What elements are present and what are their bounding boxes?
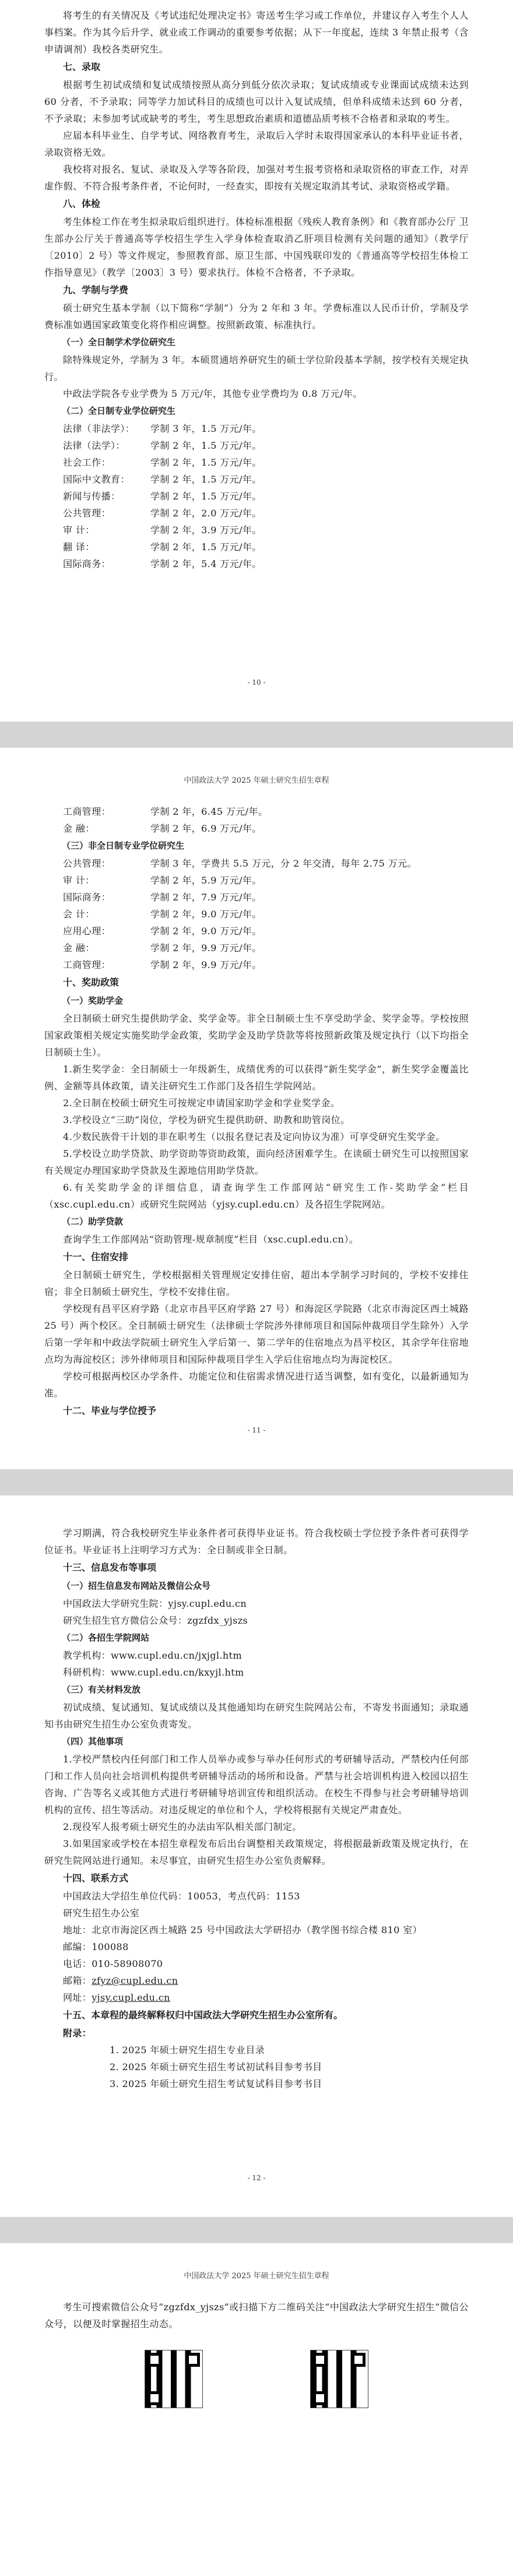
body-paragraph: 查询学生工作部网站“资助管理-规章制度”栏目（xsc.cupl.edu.cn）。	[63, 1234, 359, 1245]
fee-item-program: 审 计：	[63, 875, 95, 886]
page-1	[0, 0, 513, 722]
body-paragraph: 6.有关奖助学金的详细信息，请查询学生工作部网站“研究生工作-奖助学金”栏目（xsc.cupl.edu.cn）或研究生院网站（yjsy.cupl.edu.cn）及各招生学院网站。	[44, 1182, 469, 1210]
fee-item	[44, 539, 469, 555]
fee-item-value: 学制 2 年，5.4 万元/年。	[150, 558, 262, 569]
attachment-item: 2. 2025 年硕士研究生招生考试初试科目参考书目	[110, 2061, 322, 2072]
fee-item-value: 学制 2 年，1.5 万元/年。	[150, 440, 262, 451]
subsection-heading: （二）全日制专业学位研究生	[62, 406, 176, 416]
page-number: - 11 -	[247, 1426, 266, 1434]
fee-item-program: 工商管理：	[63, 806, 111, 817]
qr-code-row	[44, 2350, 469, 2408]
fee-item	[44, 505, 469, 522]
fee-item-value: 学制 2 年，1.5 万元/年。	[150, 457, 262, 468]
fee-item-value: 学制 2 年，5.9 万元/年。	[150, 875, 262, 886]
contact-email: 邮箱：zfyz@cupl.edu.cn	[63, 1975, 178, 1986]
body-paragraph: 2.全日制在校硕士研究生可按规定申请国家助学金和学业奖学金。	[63, 1097, 340, 1108]
page-3	[0, 1495, 513, 2217]
fee-item	[44, 420, 469, 437]
body-paragraph: 学习期满，符合我校研究生毕业条件者可获得毕业证书。符合我校硕士学位授予条件者可获得学位证书。毕业证书上注明学习方式为：全日制或非全日制。	[44, 1528, 469, 1556]
body-paragraph: 中政法学院各专业学费为 5 万元/年，其他专业学费均为 0.8 万元/年。	[63, 388, 363, 399]
section-heading: 九、学制与学费	[63, 284, 129, 295]
body-paragraph: 除特殊规定外，学制为 3 年。本硕贯通培养研究生的硕士学位阶段基本学制，按学校有关规定执行。	[44, 354, 469, 382]
body-paragraph: 3.学校设立“三助”岗位，学校为研究生提供助研、助教和助管岗位。	[63, 1114, 350, 1125]
body-paragraph: 将考生的有关情况及《考试违纪处理决定书》寄送考生学习或工作单位，并建议存入考生个人人事档案。作为其今后升学、就业或工作调动的重要参考依据；从下一年度起，连续 3 年禁止报考（含申请调剂）我校各类研究生。	[44, 10, 469, 55]
web-link[interactable]: yjsy.cupl.edu.cn	[92, 1992, 170, 2003]
fee-item-value: 学制 2 年，6.9 万元/年。	[150, 823, 262, 834]
fee-item-value: 学制 2 年，1.5 万元/年。	[150, 491, 262, 502]
fee-item-program: 会 计：	[63, 909, 95, 920]
attachment-heading: 附录：	[63, 2028, 92, 2039]
fee-item-program: 工商管理：	[63, 959, 111, 970]
body-paragraph: 应届本科毕业生、自学考试、网络教育考生，录取后入学时未取得国家承认的本科毕业证书者，录取资格无效。	[44, 130, 469, 158]
fee-item-program: 社会工作：	[63, 457, 111, 468]
fee-item-program: 国际中文教育：	[63, 474, 130, 485]
fee-item-value: 学制 2 年，6.45 万元/年。	[150, 806, 268, 817]
body-paragraph: 4.少数民族骨干计划的非在职考生（以报名登记表及定向协议为准）可享受研究生奖学金。	[63, 1131, 445, 1142]
fee-item-value: 学制 2 年，3.9 万元/年。	[150, 525, 262, 536]
fee-item	[44, 939, 469, 956]
page-4	[0, 2243, 513, 2576]
fee-item-value: 学制 3 年，学费共 5.5 万元，分 2 年交清，每年 2.75 万元。	[150, 858, 417, 869]
contact-line: 邮编：100088	[63, 1941, 129, 1952]
subsection-heading: （一）招生信息发布网站及微信公众号	[62, 1581, 211, 1591]
subsection-heading: （三）有关材料发放	[62, 1684, 141, 1695]
subsection-heading: （一）全日制学术学位研究生	[62, 337, 176, 347]
fee-item	[44, 889, 469, 906]
section-heading: 十、奖助政策	[63, 977, 120, 988]
body-paragraph: 学校可根据两校区办学条件、功能定位和住宿需求情况进行适当调整，如有变化，以最新通知为准。	[44, 1371, 469, 1399]
fee-item	[44, 488, 469, 505]
fee-item	[44, 923, 469, 939]
body-paragraph: 5.学校设立助学贷款、助学资助等资助政策，面向经济困难学生。在读硕士研究生可以按照国家有关规定办理国家助学贷款及生源地信用助学贷款。	[44, 1148, 469, 1176]
fee-item-value: 学制 2 年，9.0 万元/年。	[150, 925, 262, 937]
fee-item-program: 法律（非法学）：	[63, 423, 135, 434]
attachment-item: 3. 2025 年硕士研究生招生考试复试科目参考书目	[110, 2078, 322, 2089]
email-link[interactable]: zfyz@cupl.edu.cn	[92, 1975, 178, 1986]
fee-item-program: 金 融：	[63, 942, 95, 953]
body-paragraph: 根据考生初试成绩和复试成绩按照从高分到低分依次录取；复试成绩或专业课面试成绩未达到 60 分者，不予录取；同等学力加试科目的成绩也可以计入复试成绩，但单科成绩未达到 60 分者，不予录取；未参加考试或缺考的考生，考生思想政治素质和道德品质考核不合格者和录取的考生。	[44, 79, 469, 124]
section-heading: 十五、本章程的最终解释权归中国政法大学研究生招生办公室所有。	[63, 2010, 343, 2021]
fee-item	[44, 820, 469, 837]
fee-item-program: 审 计：	[63, 525, 95, 536]
fee-item	[44, 437, 469, 454]
fee-item	[44, 471, 469, 488]
fee-item	[44, 522, 469, 539]
contact-line: 中国政法大学招生单位代码：10053，考点代码：1153	[63, 1891, 300, 1902]
body-paragraph: 2.现役军人报考硕士研究生的办法由军队相关部门制定。	[63, 1821, 302, 1832]
fee-item	[44, 956, 469, 973]
fee-item-value: 学制 2 年，1.5 万元/年。	[150, 474, 262, 485]
fee-item	[44, 855, 469, 872]
fee-item-program: 法律（法学）：	[63, 440, 125, 451]
running-header: 中国政法大学 2025 年硕士研究生招生章程	[184, 2272, 329, 2281]
section-heading: 十四、联系方式	[63, 1873, 129, 1884]
fee-item-value: 学制 2 年，9.9 万元/年。	[150, 942, 262, 953]
page-2	[0, 748, 513, 1469]
qr-code-image	[145, 2350, 203, 2408]
fee-item-program: 应用心理：	[63, 925, 111, 937]
attachment-item: 1. 2025 年硕士研究生招生专业目录	[110, 2044, 265, 2056]
page-number: - 10 -	[247, 678, 266, 687]
fee-item-value: 学制 2 年，9.9 万元/年。	[150, 959, 262, 970]
subsection-heading: （二）各招生学院网站	[62, 1632, 150, 1643]
section-heading: 十三、信息发布等事项	[63, 1562, 157, 1573]
section-heading: 七、录取	[63, 61, 101, 72]
fee-item	[44, 454, 469, 471]
website-line: 科研机构：www.cupl.edu.cn/kxyjl.htm	[63, 1667, 244, 1678]
subsection-heading: （二）助学贷款	[62, 1216, 124, 1227]
page-number: - 12 -	[247, 2174, 266, 2182]
fee-item-program: 金 融：	[63, 823, 95, 834]
section-heading: 八、体检	[63, 198, 101, 209]
body-paragraph: 1.学校严禁校内任何部门和工作人员举办或参与举办任何形式的考研辅导活动，严禁校内任何部门和工作人员向社会培训机构提供考研辅导活动的场所和设备。严禁与社会培训机构进入校园以招生咨询、广告等名义或其他方式进行考研辅导培训宣传和组织活动。在校生不得参与社会考研辅导培训机构的宣传、招生等活动。对违反规定的单位和个人，学校将根据有关规定严肃查处。	[44, 1754, 469, 1815]
body-paragraph: 3.如果国家或学校在本招生章程发布后出台调整相关政策规定，将根据最新政策及规定执行，在研究生院网站进行通知。未尽事宜，由研究生招生办公室负责解释。	[44, 1838, 469, 1866]
body-paragraph: 考生可搜索微信公众号“zgzfdx_yjszs”或扫描下方二维码关注“中国政法大学研究生招生”微信公众号，以便及时掌握招生动态。	[44, 2301, 469, 2329]
body-paragraph: 全日制硕士研究生，学校根据相关管理规定安排住宿，超出本学制学习时间的，学校不安排住宿；非全日制硕士研究生，学校不安排住宿。	[44, 1269, 469, 1297]
fee-item	[44, 555, 469, 572]
fee-item-program: 公共管理：	[63, 508, 111, 519]
website-line: 教学机构：www.cupl.edu.cn/jxjgl.htm	[63, 1650, 243, 1661]
qr-code-image	[310, 2350, 368, 2408]
fee-item-value: 学制 2 年，7.9 万元/年。	[150, 892, 262, 903]
section-heading: 十二、毕业与学位授予	[63, 1405, 157, 1416]
fee-item-program: 国际商务：	[63, 558, 111, 569]
subsection-heading: （三）非全日制专业学位研究生	[62, 840, 185, 851]
fee-item-value: 学制 2 年，1.5 万元/年。	[150, 541, 262, 552]
fee-item-program: 国际商务：	[63, 892, 111, 903]
contact-line: 研究生招生办公室	[63, 1908, 140, 1919]
website-line: 研究生招生官方微信公众号：zgzfdx_yjszs	[63, 1615, 248, 1626]
fee-item	[44, 803, 469, 820]
section-heading: 十一、住宿安排	[63, 1251, 129, 1262]
running-header: 中国政法大学 2025 年硕士研究生招生章程	[184, 776, 329, 785]
contact-line: 地址：北京市海淀区西土城路 25 号中国政法大学研招办（教学图书综合楼 810 室）	[63, 1924, 423, 1935]
fee-item-program: 翻 译：	[63, 541, 95, 552]
fee-item-value: 学制 2 年，2.0 万元/年。	[150, 508, 262, 519]
website-line: 中国政法大学研究生院：yjsy.cupl.edu.cn	[63, 1598, 247, 1609]
fee-item-program: 新闻与传播：	[63, 491, 121, 502]
subsection-heading: （四）其他事项	[62, 1736, 124, 1747]
contact-web: 网址：yjsy.cupl.edu.cn	[63, 1992, 170, 2003]
body-paragraph: 1.新生奖学金：全日制硕士一年级新生，成绩优秀的可以获得“新生奖学金”，新生奖学金覆盖比例、金额等具体政策，请关注研究生工作部门及各招生学院网站。	[44, 1064, 469, 1092]
body-paragraph: 初试成绩、复试通知、复试成绩以及其他通知均在研究生院网站公布，不寄发书面通知；录取通知书由研究生招生办公室负责寄发。	[44, 1702, 469, 1730]
contact-line: 电话：010-58908070	[63, 1958, 163, 1969]
body-paragraph: 我校将对报名、复试、录取及入学等各阶段，加强对考生报考资格和录取资格的审查工作，对弄虚作假、不符合报考条件者，不论何时，一经查实，即按有关规定取消其考试、录取资格或学籍。	[44, 164, 469, 192]
body-paragraph: 学校现有昌平区府学路（北京市昌平区府学路 27 号）和海淀区学院路（北京市海淀区西土城路 25 号）两个校区。全日制硕士研究生（法律硕士学院涉外律师项目和国际仲裁项目学生除外）入学后第一学年和中政法学院硕士研究生入学后第一、第二学年的住宿地点为昌平校区，其余学年住宿地点均为海淀校区；涉外律师项目和国际仲裁项目学生入学后住宿地点均为海淀校区。	[44, 1303, 469, 1365]
subsection-heading: （一）奖助学金	[62, 995, 124, 1006]
body-paragraph: 硕士研究生基本学制（以下简称“学制”）分为 2 年和 3 年。学费标准以人民币计价，学制及学费标准如遇国家政策变化将作相应调整。按照新政策、标准执行。	[44, 302, 469, 330]
body-paragraph: 考生体检工作在考生拟录取后组织进行。体检标准根据《残疾人教育条例》和《教育部办公厅 卫生部办公厅关于普通高等学校招生学生入学身体检查取消乙肝项目检测有关问题的通知》（教学厅〔2010〕2 号）等文件规定，参照教育部、原卫生部、中国残联印发的《普通高等学校招生体检工作指导意见》（教学〔2003〕3 号）要求执行。体检不合格者，不予录取。	[44, 216, 469, 278]
fee-item	[44, 906, 469, 923]
body-paragraph: 全日制硕士研究生提供助学金、奖学金等。非全日制硕士生不享受助学金、奖学金等。学校按照国家政策相关规定实施奖助学金政策，奖助学金及助学贷款等将按照新政策及规定执行（以下均指全日制硕士生）。	[44, 1013, 469, 1058]
fee-item-value: 学制 2 年，9.0 万元/年。	[150, 909, 262, 920]
fee-item-program: 公共管理：	[63, 858, 111, 869]
fee-item	[44, 872, 469, 889]
fee-item-value: 学制 3 年，1.5 万元/年。	[150, 423, 262, 434]
